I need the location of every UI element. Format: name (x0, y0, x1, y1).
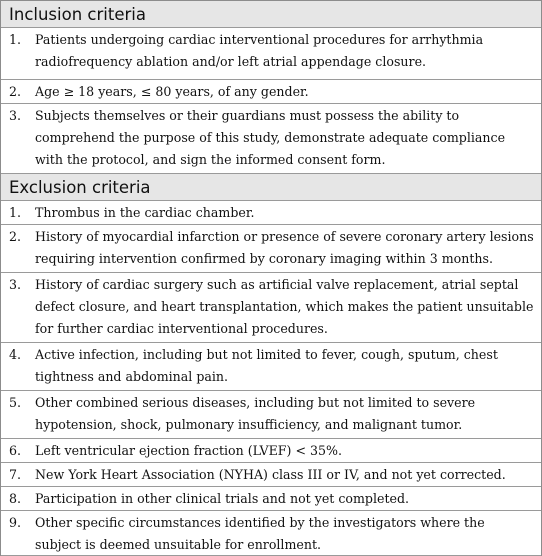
inclusion-item-2 (1, 80, 541, 104)
exclusion-item-9 (1, 511, 541, 556)
item-text: Participation in other clinical trials and not yet completed. (35, 491, 410, 506)
item-text: Patients undergoing cardiac interventional procedures for arrhythmia radiofrequency ablation and/or left atrial appendage closure. (35, 32, 484, 69)
item-text: History of myocardial infarction or presence of severe coronary artery lesions requiring intervention confirmed by coronary imaging within 3 months. (35, 229, 534, 266)
item-text: Thrombus in the cardiac chamber. (35, 205, 255, 220)
exclusion-item-7 (1, 463, 541, 487)
exclusion-item-8 (1, 487, 541, 511)
exclusion-item-5 (1, 391, 541, 439)
item-text: Age ≥ 18 years, ≤ 80 years, of any gender. (35, 84, 309, 99)
item-number: 4. (9, 347, 22, 362)
exclusion-item-2 (1, 225, 541, 273)
item-number: 9. (9, 515, 22, 530)
exclusion-heading: Exclusion criteria (1, 174, 541, 201)
item-text: History of cardiac surgery such as artificial valve replacement, atrial septal defect closure, and heart transplantation, which makes the patient unsuitable for further cardiac interventional procedures. (35, 277, 534, 336)
item-number: 1. (9, 32, 22, 47)
item-text: Other specific circumstances identified by the investigators where the subject is deemed unsuitable for enrollment. (35, 515, 485, 552)
item-number: 3. (9, 108, 22, 123)
item-number: 1. (9, 205, 22, 220)
item-text: Other combined serious diseases, including but not limited to severe hypotension, shock, pulmonary insufficiency, and malignant tumor. (35, 395, 476, 432)
item-text: Active infection, including but not limited to fever, cough, sputum, chest tightness and abdominal pain. (35, 347, 498, 384)
inclusion-item-3 (1, 104, 541, 174)
item-text: New York Heart Association (NYHA) class III or IV, and not yet corrected. (35, 467, 506, 482)
item-number: 3. (9, 277, 22, 292)
exclusion-item-6 (1, 439, 541, 463)
item-text: Left ventricular ejection fraction (LVEF) < 35%. (35, 443, 343, 458)
item-number: 8. (9, 491, 22, 506)
inclusion-item-1 (1, 28, 541, 80)
inclusion-heading: Inclusion criteria (1, 0, 541, 28)
exclusion-item-4 (1, 343, 541, 391)
exclusion-item-1 (1, 201, 541, 225)
item-text: Subjects themselves or their guardians must possess the ability to comprehend the purpose of this study, demonstrate adequate compliance with the protocol, and sign the informed consent form. (35, 108, 506, 167)
item-number: 2. (9, 229, 22, 244)
item-number: 5. (9, 395, 22, 410)
item-number: 6. (9, 443, 22, 458)
item-number: 2. (9, 84, 22, 99)
exclusion-item-3 (1, 273, 541, 343)
item-number: 7. (9, 467, 22, 482)
